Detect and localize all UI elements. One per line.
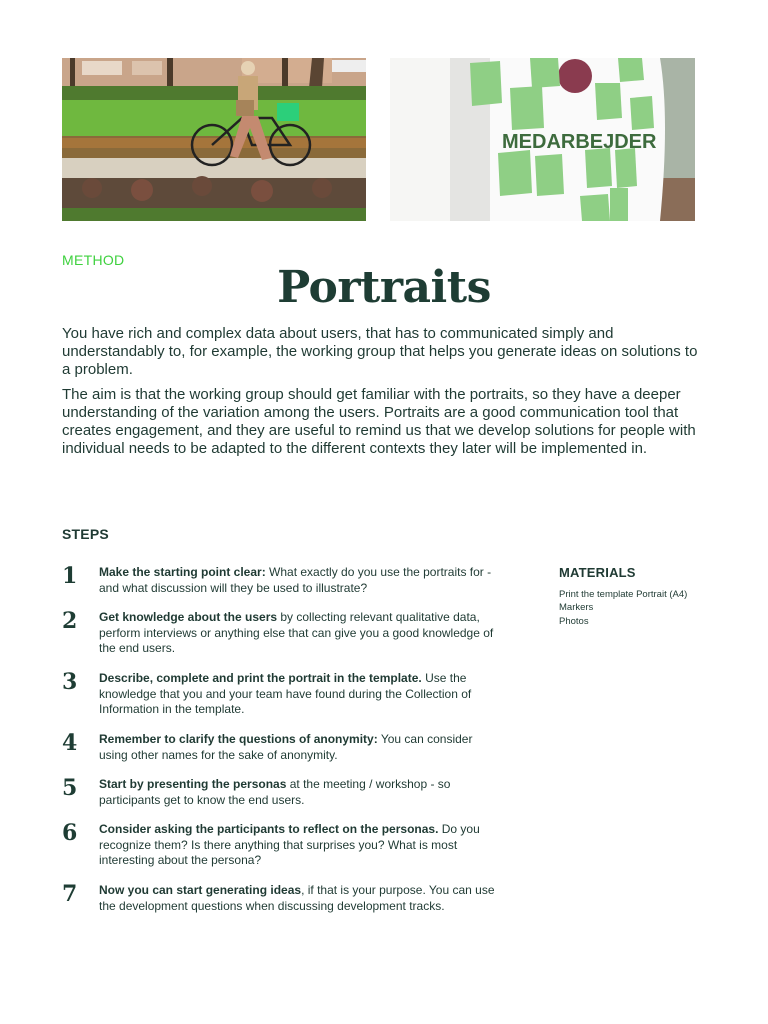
steps-heading: STEPS bbox=[62, 526, 109, 542]
step-number: 2 bbox=[62, 608, 78, 634]
step-number: 6 bbox=[62, 820, 78, 846]
post-it-board-photo bbox=[390, 58, 695, 221]
step-lead: Remember to clarify the questions of anonymity: bbox=[99, 732, 378, 746]
materials-item: Markers bbox=[559, 602, 594, 614]
step-lead: Make the starting point clear: bbox=[99, 565, 266, 579]
step-text bbox=[99, 732, 504, 763]
step-number: 3 bbox=[62, 669, 78, 695]
step-body: You can consider using other names for the sake of anonymity. bbox=[99, 732, 473, 762]
materials-heading: MATERIALS bbox=[559, 565, 636, 580]
step-text bbox=[99, 883, 504, 914]
page-title: Portraits bbox=[277, 262, 491, 313]
step-lead: Describe, complete and print the portrait in the template. bbox=[99, 671, 422, 685]
materials-list bbox=[559, 588, 709, 628]
step-lead: Consider asking the participants to reflect on the personas. bbox=[99, 822, 439, 836]
step-lead: Now you can start generating ideas bbox=[99, 883, 302, 897]
sign-text: MEDARBEJDER bbox=[502, 131, 657, 153]
method-label: METHOD bbox=[62, 252, 125, 268]
step-text bbox=[99, 671, 504, 718]
step-body: by collecting relevant qualitative data, perform interviews or anything else that can give you a good knowledge of the end users. bbox=[99, 610, 494, 655]
intro-paragraph-2: The aim is that the working group should get familiar with the portraits, so they have a deeper understanding of the variation among the users. Portraits are a good communication tool that creates engagement, and they are useful to remind us that we develop solutions for people with individual needs to be adapted to the different contexts they later will be implemented in. bbox=[62, 386, 696, 457]
step-body: at the meeting / workshop - so participants get to know the end users. bbox=[99, 777, 451, 807]
step-body: Do you recognize them? Is there anything that surprises you? What is most interesting about the persona? bbox=[99, 822, 480, 867]
materials-item: Print the template Portrait (A4) bbox=[559, 589, 688, 600]
intro-paragraph-1: You have rich and complex data about users, that has to communicated simply and understandably to, for example, the working group that helps you generate ideas on solutions to a problem. bbox=[62, 325, 698, 378]
materials-item: Photos bbox=[559, 615, 589, 627]
step-number: 1 bbox=[62, 563, 78, 589]
step-body: , if that is your purpose. You can use the development questions when discussing development tracks. bbox=[99, 883, 495, 913]
step-text bbox=[99, 822, 504, 869]
step-lead: Get knowledge about the users bbox=[99, 610, 278, 624]
step-text bbox=[99, 610, 504, 657]
step-number: 5 bbox=[62, 775, 78, 801]
step-lead: Start by presenting the personas bbox=[99, 777, 287, 791]
park-cyclist-photo bbox=[62, 58, 366, 221]
step-body: What exactly do you use the portraits for - and what discussion will they be used to illustrate? bbox=[99, 565, 492, 595]
step-body: Use the knowledge that you and your team have found during the Collection of Information in the template. bbox=[99, 671, 472, 716]
step-text bbox=[99, 777, 504, 808]
step-number: 4 bbox=[62, 730, 78, 756]
step-number: 7 bbox=[62, 881, 78, 907]
step-text bbox=[99, 565, 504, 596]
